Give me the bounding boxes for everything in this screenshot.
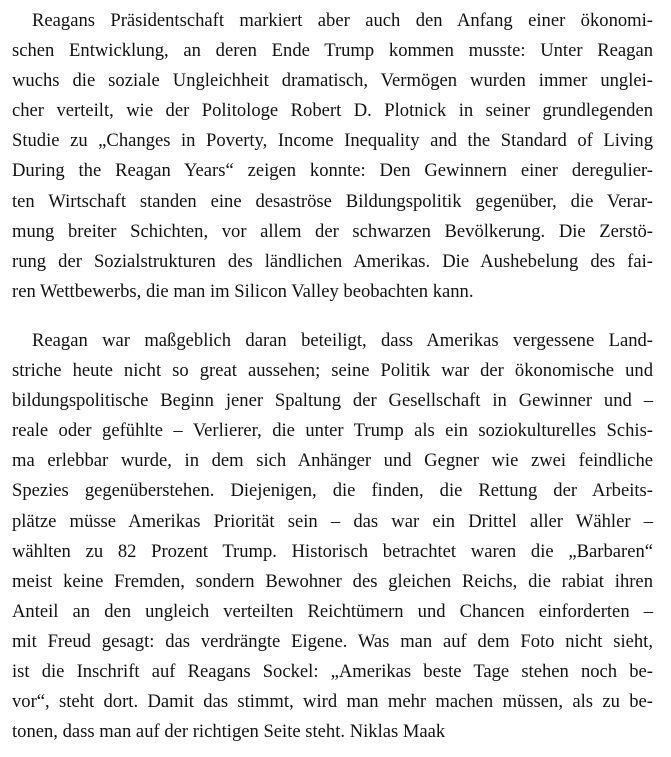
text-line: rung der Sozialstrukturen des ländlichen Amerikas. Die Aushebelung des fai-	[12, 250, 653, 272]
text-line: tonen, dass man auf der richtigen Seite steht. Niklas Maak	[12, 721, 446, 743]
text-line: Reagans Präsidentschaft markiert aber auch den Anfang einer ökonomi-	[32, 10, 653, 31]
text-line: reale oder gefühlte – Verlierer, die unter Trump als ein soziokulturelles Schis-	[12, 420, 653, 442]
text-line: ren Wettbewerbs, die man im Silicon Valley beobachten kann.	[12, 280, 474, 302]
text-line: cher verteilt, wie der Politologe Robert D. Plotnick in seiner grundlegenden	[12, 100, 653, 122]
text-line: mung breiter Schichten, vor allem der schwarzen Bevölkerung. Die Zerstö-	[12, 220, 653, 242]
article-body	[12, 6, 653, 747]
text-line: plätze müsse Amerikas Priorität sein – das war ein Drittel aller Wähler –	[12, 510, 653, 532]
text-line: wuchs die soziale Ungleichheit dramatisch, Vermögen wurden immer unglei-	[12, 70, 653, 92]
text-line: vor“, steht dort. Damit das stimmt, wird man mehr machen müssen, als zu be-	[12, 691, 653, 713]
text-line: mit Freud gesagt: das verdrängte Eigene. Was man auf dem Foto nicht sieht,	[12, 630, 653, 652]
text-line: schen Entwicklung, an deren Ende Trump kommen musste: Unter Reagan	[12, 40, 653, 62]
paragraph-2	[12, 326, 653, 747]
text-line: ten Wirtschaft standen eine desaströse Bildungspolitik gegenüber, die Verar-	[12, 190, 653, 212]
text-line: striche heute nicht so great aussehen; seine Politik war der ökonomische und	[12, 360, 653, 382]
text-line: Anteil an den ungleich verteilten Reichtümern und Chancen einforderten –	[12, 600, 653, 622]
text-line: meist keine Fremden, sondern Bewohner des gleichen Reichs, die rabiat ihren	[12, 570, 653, 592]
text-line: ist die Inschrift auf Reagans Sockel: „Amerikas beste Tage stehen noch be-	[12, 660, 653, 682]
text-line: Studie zu „Changes in Poverty, Income Inequality and the Standard of Living	[12, 130, 653, 152]
text-line: Spezies gegenüberstehen. Diejenigen, die finden, die Rettung der Arbeits-	[12, 480, 653, 502]
text-line: During the Reagan Years“ zeigen konnte: Den Gewinnern einer deregulier-	[12, 160, 653, 182]
text-line: ma erlebbar wurde, in dem sich Anhänger und Gegner wie zwei feindliche	[12, 450, 653, 472]
text-line: Reagan war maßgeblich daran beteiligt, dass Amerikas vergessene Land-	[32, 329, 653, 351]
text-line: bildungspolitische Beginn jener Spaltung der Gesellschaft in Gewinner und –	[12, 390, 653, 412]
text-line: wählten zu 82 Prozent Trump. Historisch betrachtet waren die „Barbaren“	[12, 540, 653, 562]
paragraph-1	[12, 6, 653, 307]
